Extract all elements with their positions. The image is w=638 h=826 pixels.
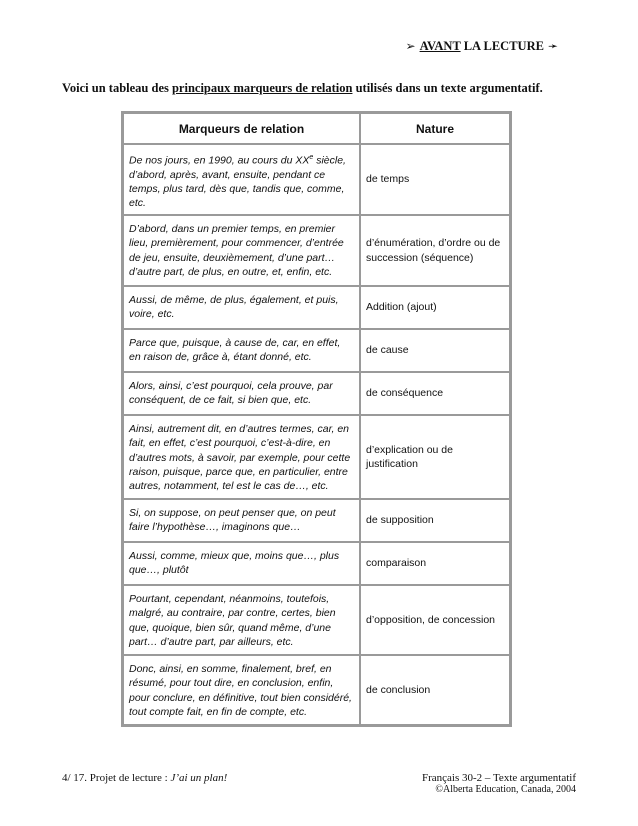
footer-left: 4/ 17. Projet de lecture : J’ai un plan! [62, 772, 228, 784]
nature-cell: d’explication ou de justification [360, 415, 510, 499]
heading-rest: LA LECTURE [460, 39, 544, 53]
section-heading [406, 39, 558, 54]
arrow-right-icon: ➢ [405, 39, 416, 53]
arrow-left-icon: ➛ [547, 39, 558, 53]
footer-title: J’ai un plan! [170, 772, 228, 784]
header-nature: Nature [360, 113, 510, 144]
nature-cell: de temps [360, 144, 510, 215]
table-row [123, 499, 510, 542]
nature-cell: de conclusion [360, 655, 510, 725]
footer-course: Français 30-2 – Texte argumentatif [422, 772, 576, 784]
markers-cell: Aussi, comme, mieux que, moins que…, plus que…, plutôt [123, 542, 360, 585]
markers-cell: Parce que, puisque, à cause de, car, en effet, en raison de, grâce à, étant donné, etc. [123, 329, 360, 372]
markers-cell: Alors, ainsi, c’est pourquoi, cela prouve, par conséquent, de ce fait, si bien que, etc. [123, 372, 360, 415]
table-row [123, 372, 510, 415]
heading-underlined: AVANT [419, 39, 461, 53]
table-row [123, 215, 510, 286]
nature-cell: Addition (ajout) [360, 286, 510, 329]
nature-cell: comparaison [360, 542, 510, 585]
markers-cell: Ainsi, autrement dit, en d’autres termes, car, en fait, en effet, c’est pourquoi, c’est-à-dire, en d’autres mots, à savoir, par exemple, pour cette raison, puisque, parce que, en particulier, entre autres, notamment, tel est le cas de…, etc. [123, 415, 360, 499]
table-header-row [123, 113, 510, 144]
markers-cell: Aussi, de même, de plus, également, et puis, voire, etc. [123, 286, 360, 329]
markers-cell: Si, on suppose, on peut penser que, on peut faire l’hypothèse…, imaginons que… [123, 499, 360, 542]
nature-cell: d’opposition, de concession [360, 585, 510, 655]
table-row [123, 415, 510, 499]
nature-cell: de cause [360, 329, 510, 372]
intro-underlined: principaux marqueurs de relation [171, 81, 353, 95]
nature-cell: de supposition [360, 499, 510, 542]
footer-right [422, 772, 576, 796]
table-row [123, 542, 510, 585]
markers-cell: Pourtant, cependant, néanmoins, toutefois, malgré, au contraire, par contre, certes, bien que, quoique, bien sûr, quand même, d’une part… d’autre part, par ailleurs, etc. [123, 585, 360, 655]
markers-cell: De nos jours, en 1990, au cours du XXe siècle, d’abord, après, avant, ensuite, pendant ce temps, plus tard, dès que, tandis que, comme, etc. [123, 144, 360, 215]
nature-cell: de conséquence [360, 372, 510, 415]
markers-cell: D’abord, dans un premier temps, en premier lieu, premièrement, pour commencer, d’entrée de jeu, ensuite, deuxièmement, d’une part… d’autre part, de plus, en outre, et, enfin, etc. [123, 215, 360, 286]
markers-cell: Donc, ainsi, en somme, finalement, bref, en résumé, pour tout dire, en conclusion, enfin, pour conclure, en définitive, tout bien considéré, tout compte fait, en fin de compte, etc. [123, 655, 360, 725]
table-row [123, 329, 510, 372]
table-row [123, 144, 510, 215]
footer-copyright: ©Alberta Education, Canada, 2004 [435, 784, 576, 795]
relation-markers-table [121, 111, 512, 727]
header-markers: Marqueurs de relation [123, 113, 360, 144]
nature-cell: d’énumération, d’ordre ou de succession (séquence) [360, 215, 510, 286]
table-row [123, 585, 510, 655]
intro-sentence: Voici un tableau des principaux marqueurs de relation utilisés dans un texte argumentatif. [62, 81, 543, 95]
table-row [123, 286, 510, 329]
table-row [123, 655, 510, 725]
